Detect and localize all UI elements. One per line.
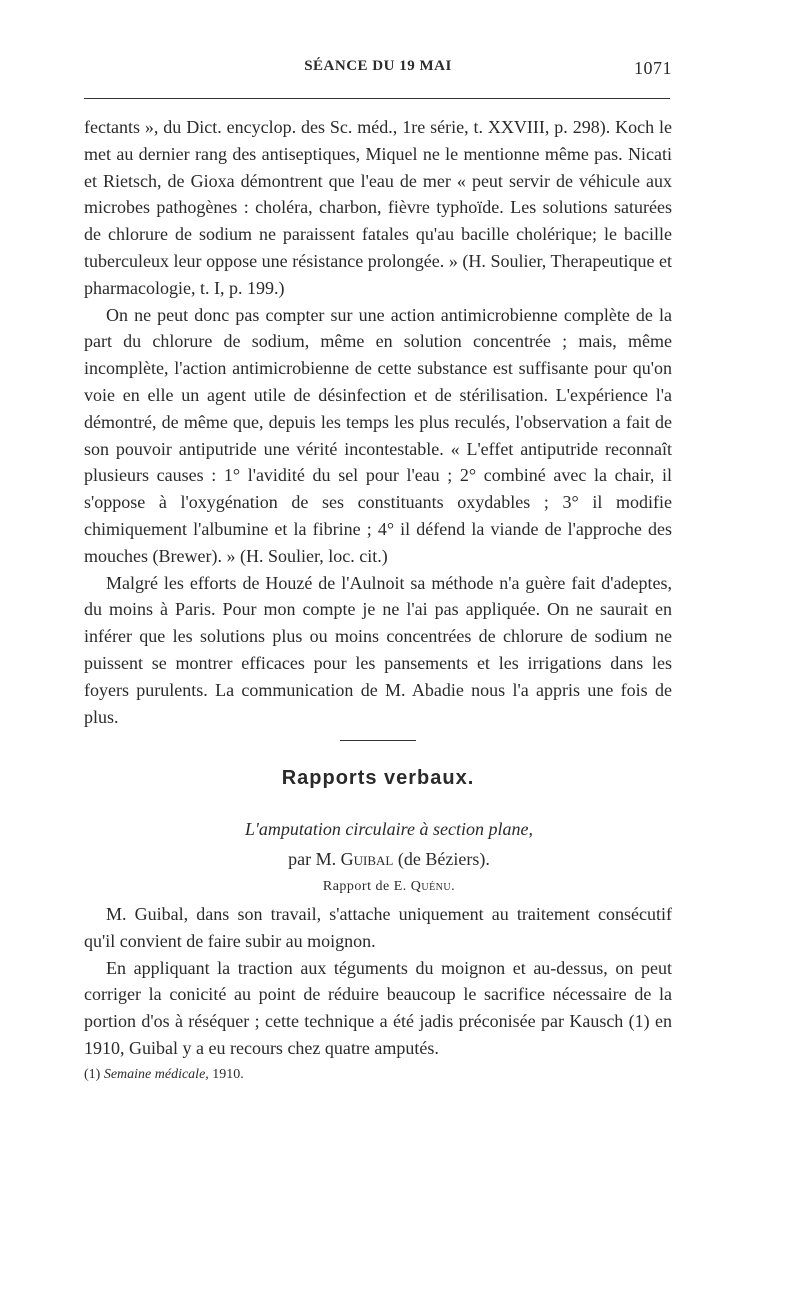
paragraph-continued: fectants », du Dict. encyclop. des Sc. méd., 1re série, t. XXVIII, p. 298). Koch le met au dernier rang des antiseptiques, Miquel ne le mentionne même pas. Nicati et Rietsch, de Gioxa démontrent que l'eau de mer « peut servir de véhicule aux microbes pathogènes : choléra, charbon, fièvre typhoïde. Les solutions saturées de chlorure de sodium ne paraissent fatales qu'au bacille cholérique; le bacille tuberculeux leur oppose une résistance prolongée. » (H. Soulier, Therapeutique et pharmacologie, t. I, p. 199.) [84,117,672,298]
header-rule [84,98,670,99]
footnote-year: 1910. [212,1066,244,1082]
paragraph: En appliquant la traction aux téguments du moignon et au-dessus, on peut corriger la conicité au point de réduire beaucoup le sacrifice nécessaire de la portion d'os à réséquer ; cette technique a été jadis préconisée par Kausch (1) en 1910, Guibal y a eu recours chez quatre amputés. [84,957,672,1058]
page-body [84,114,672,1089]
section-heading: Rapports verbaux. [281,767,475,790]
author-name: Guibal [340,849,394,870]
report-author [84,844,672,874]
footnote [84,1062,672,1089]
paragraph: On ne peut donc pas compter sur une action antimicrobienne complète de la part du chlorure de sodium, même en solution concentrée ; mais, même incomplète, l'action antimicrobienne de cette substance est suffisante pour qu'on voie en elle un agent utile de désinfection et de stérilisation. L'expérience l'a démontré, de même que, depuis les temps les plus reculés, l'observation a fait de son pouvoir antiputride une vérité incontestable. « L'effet antiputride reconnaît plusieurs causes : 1° l'avidité du sel pour l'eau ; 2° combiné avec la chair, il s'oppose à l'oxygénation de ses constituants oxydables ; 3° il modifie chimiquement l'albumine et la fibrine ; 4° il défend la viande de l'approche des mouches (Brewer). » (H. Soulier, loc. cit.) [84,304,672,566]
report-title: L'amputation circulaire à section plane, [245,819,533,840]
running-title: SÉANCE DU 19 MAI [304,58,452,74]
reporter-line [84,874,672,901]
author-location: (de Béziers). [397,849,490,870]
section-separator [340,740,416,741]
reporter-prefix: Rapport de [322,879,390,895]
reporter-name: E. Quénu. [393,879,456,895]
author-prefix: par M. [288,849,337,870]
page-number: 1071 [634,58,672,78]
paragraph: Malgré les efforts de Houzé de l'Aulnoit sa méthode n'a guère fait d'adeptes, du moins à Paris. Pour mon compte je ne l'ai pas appliquée. On ne saurait en inférer que les solutions plus ou moins concentrées de chlorure de sodium ne puissent se montrer efficaces pour les pansements et les irrigations dans les foyers purulents. La communication de M. Abadie nous l'a appris une fois de plus. [84,572,672,727]
paragraph: M. Guibal, dans son travail, s'attache uniquement au traitement consécutif qu'il convient de faire subir au moignon. [84,903,672,951]
footnote-journal: Semaine médicale, [103,1066,209,1082]
footnote-marker: (1) [84,1066,101,1082]
